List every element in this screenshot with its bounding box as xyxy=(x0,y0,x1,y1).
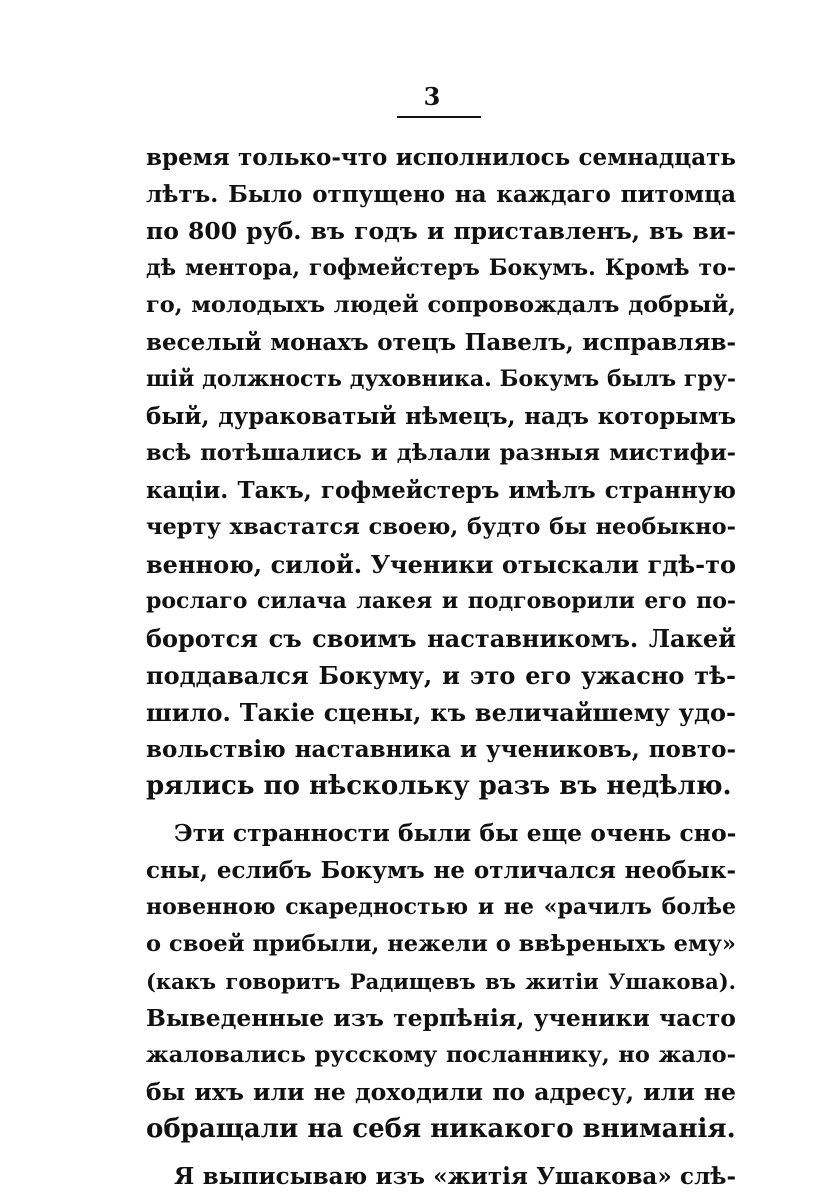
text-line: новенною скаредностью и не «рачилъ болѣе xyxy=(146,894,736,920)
text-line: рялись по нѣскольку разъ въ недѣлю. xyxy=(146,771,732,801)
text-line: лѣтъ. Было отпущено на каждаго питомца xyxy=(146,181,736,208)
text-line: всѣ потѣшались и дѣлали разныя мистифи- xyxy=(146,440,736,466)
text-line: венною, силой. Ученики отыскали гдѣ-то xyxy=(146,550,736,579)
text-line: боротся съ своимъ наставникомъ. Лакей xyxy=(146,624,736,653)
text-line: рослаго силача лакея и подговорили его по- xyxy=(146,588,736,614)
text-line: каціи. Такъ, гофмейстеръ имѣлъ странную xyxy=(146,477,736,504)
text-line: Выведенные изъ терпѣнія, ученики часто xyxy=(146,1004,736,1032)
text-line: жаловались русскому посланнику, но жало- xyxy=(146,1042,736,1068)
text-line: го, молодыхъ людей сопровождалъ добрый, xyxy=(146,292,736,318)
text-line: черту хвастатся своею, будто бы необыкно- xyxy=(146,514,736,540)
text-line: шило. Такіе сцены, къ величайшему удо- xyxy=(146,698,736,727)
text-line: Я выписываю изъ «житія Ушакова» слѣ- xyxy=(174,1163,736,1190)
header-rule xyxy=(397,116,481,118)
page-number: 3 xyxy=(423,82,441,111)
text-line: сны, еслибъ Бокумъ не отличался необык- xyxy=(146,857,736,884)
text-line: по 800 руб. въ годъ и приставленъ, въ ви- xyxy=(146,217,736,245)
text-line: поддавался Бокуму, и это его ужасно тѣ- xyxy=(146,661,736,690)
text-line: время только-что исполнилось семнадцать xyxy=(146,144,736,171)
text-line: обращали на себя никакого вниманія. xyxy=(146,1114,736,1144)
text-line: о своей прибыли, нежели о ввѣреныхъ ему» xyxy=(146,931,736,957)
text-line: шій должность духовника. Бокумъ былъ гру- xyxy=(146,366,736,392)
text-line: бы ихъ или не доходили по адресу, или не xyxy=(146,1078,736,1106)
text-line: вольствію наставника и учениковъ, повто- xyxy=(146,736,736,763)
text-line: бый, дураковатый нѣмецъ, надъ которымъ xyxy=(146,403,736,430)
text-line: веселый монахъ отецъ Павелъ, исправляв- xyxy=(146,329,736,356)
text-line: Эти странности были бы еще очень сно- xyxy=(174,819,737,847)
text-line: дѣ ментора, гофмейстеръ Бокумъ. Кромѣ то- xyxy=(146,255,736,281)
text-line: (какъ говоритъ Радищевъ въ житіи Ушакова). xyxy=(146,969,736,994)
